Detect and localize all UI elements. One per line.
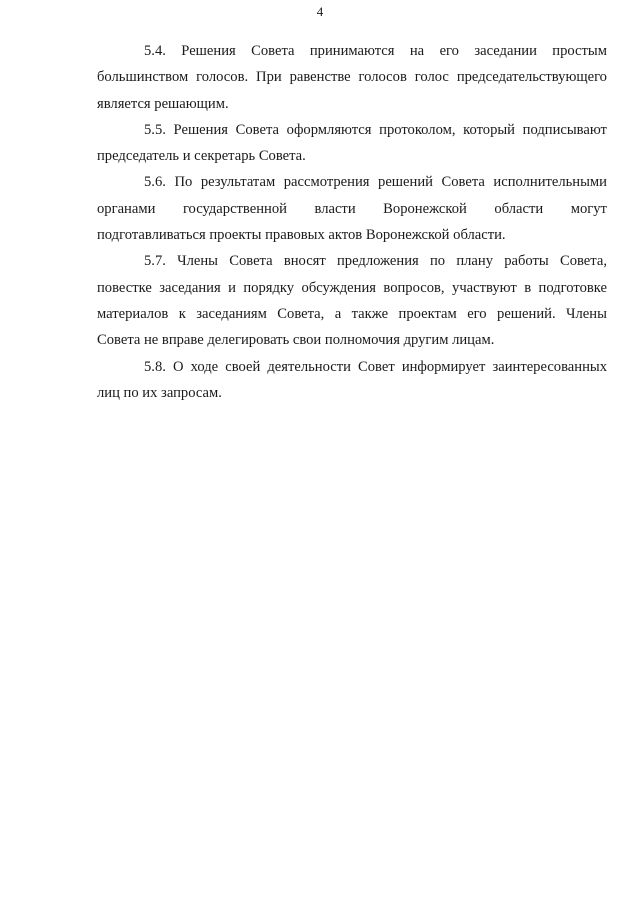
page-number: 4 xyxy=(316,4,324,19)
paragraph-line: 5.6. По результатам рассмотрения решений Совета исполнительными xyxy=(144,174,607,191)
paragraph-line: 5.8. О ходе своей деятельности Совет информирует заинтересованных xyxy=(144,358,607,375)
paragraph-line: органами государственной власти Воронежской области могут xyxy=(97,200,607,217)
paragraph-line: 5.5. Решения Совета оформляются протоколом, который подписывают xyxy=(144,121,607,138)
paragraph-5 xyxy=(97,354,607,407)
paragraph-line: лиц по их запросам. xyxy=(97,384,222,401)
paragraph-line: повестке заседания и порядку обсуждения вопросов, участвуют в подготовке xyxy=(97,279,607,296)
paragraph-1 xyxy=(97,38,607,117)
paragraph-4 xyxy=(97,248,607,353)
paragraph-line: 5.4. Решения Совета принимаются на его заседании простым xyxy=(144,43,607,59)
paragraph-line: большинством голосов. При равенстве голосов голос председательствующего xyxy=(97,69,607,86)
paragraph-3 xyxy=(97,169,607,248)
paragraph-line: 5.7. Члены Совета вносят предложения по плану работы Совета, xyxy=(144,253,607,270)
paragraph-line: Совета не вправе делегировать свои полномочия другим лицам. xyxy=(97,332,495,349)
paragraph-line: является решающим. xyxy=(97,95,229,112)
document-body xyxy=(97,38,607,406)
paragraph-line: председатель и секретарь Совета. xyxy=(97,148,306,165)
paragraph-line: подготавливаться проекты правовых актов Воронежской области. xyxy=(97,227,506,244)
paragraph-line: материалов к заседаниям Совета, а также проектам его решений. Члены xyxy=(97,305,607,322)
paragraph-2 xyxy=(97,117,607,170)
